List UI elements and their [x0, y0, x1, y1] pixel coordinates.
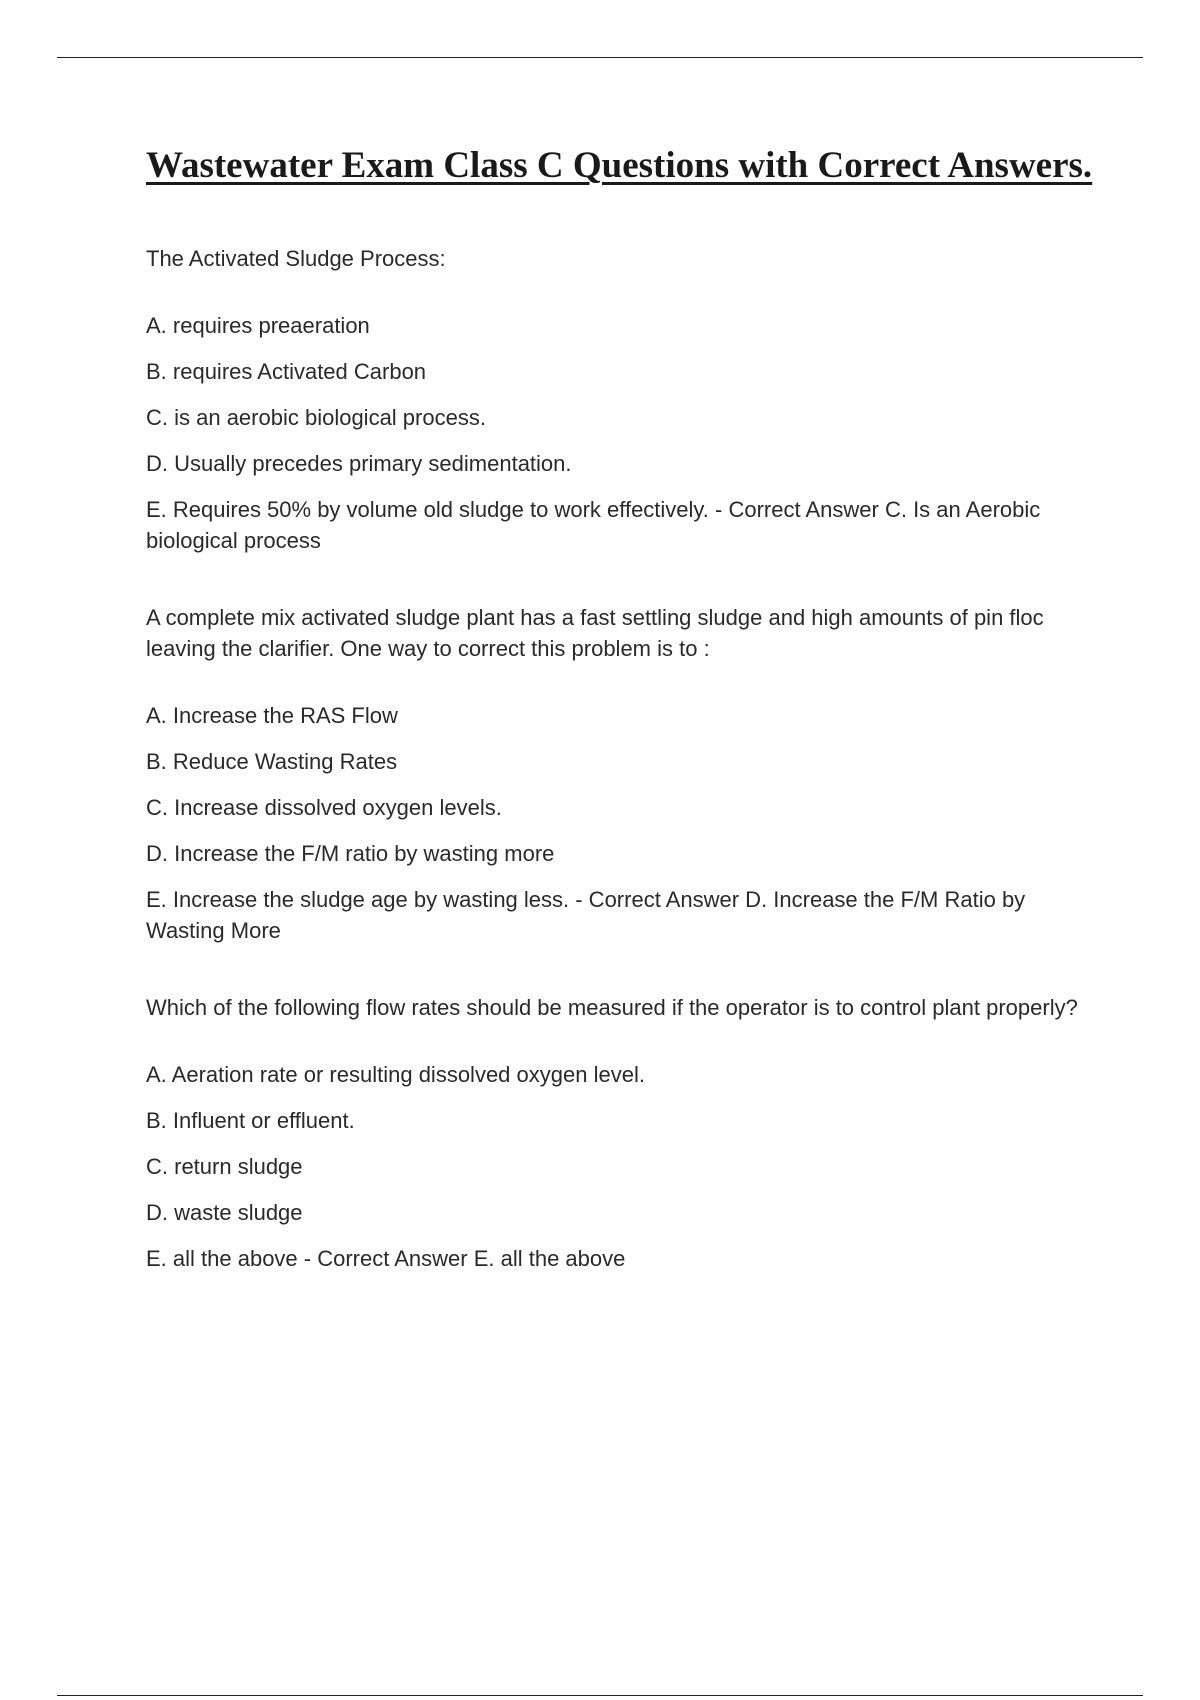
answer-option-c: C. Increase dissolved oxygen levels. — [146, 795, 502, 820]
answer-options — [146, 310, 1096, 556]
answer-options — [146, 1059, 1096, 1274]
answer-option-c: C. is an aerobic biological process. — [146, 405, 486, 430]
question-prompt: The Activated Sludge Process: — [146, 246, 446, 271]
answer-options — [146, 700, 1096, 946]
answer-option-b: B. Reduce Wasting Rates — [146, 749, 398, 774]
page-content — [146, 140, 1096, 1274]
answer-option-b: B. Influent or effluent. — [146, 1108, 355, 1133]
answer-option-c: C. return sludge — [146, 1154, 303, 1179]
answer-option-e: E. Increase the sludge age by wasting less. - Correct Answer D. Increase the F/M Ratio by Wasting More — [146, 887, 1026, 943]
answer-option-d: D. Increase the F/M ratio by wasting more — [146, 841, 555, 866]
header-rule — [57, 57, 1143, 58]
question-2 — [146, 602, 1096, 946]
answer-option-d: D. waste sludge — [146, 1200, 303, 1225]
footer-rule — [57, 1695, 1143, 1696]
question-prompt: Which of the following flow rates should be measured if the operator is to control plant properly? — [146, 995, 1078, 1020]
question-3 — [146, 992, 1096, 1274]
answer-option-a: A. Increase the RAS Flow — [146, 703, 398, 728]
answer-option-b: B. requires Activated Carbon — [146, 359, 427, 384]
answer-option-e: E. Requires 50% by volume old sludge to work effectively. - Correct Answer C. Is an Aerobic biological process — [146, 497, 1041, 553]
document-title: Wastewater Exam Class C Questions with Correct Answers. — [146, 145, 1093, 186]
answer-option-d: D. Usually precedes primary sedimentation. — [146, 451, 572, 476]
question-prompt: A complete mix activated sludge plant has a fast settling sludge and high amounts of pin floc leaving the clarifier. One way to correct this problem is to : — [146, 605, 1044, 661]
question-1 — [146, 243, 1096, 556]
answer-option-a: A. Aeration rate or resulting dissolved oxygen level. — [146, 1062, 645, 1087]
answer-option-a: A. requires preaeration — [146, 313, 370, 338]
answer-option-e: E. all the above - Correct Answer E. all the above — [146, 1246, 626, 1271]
